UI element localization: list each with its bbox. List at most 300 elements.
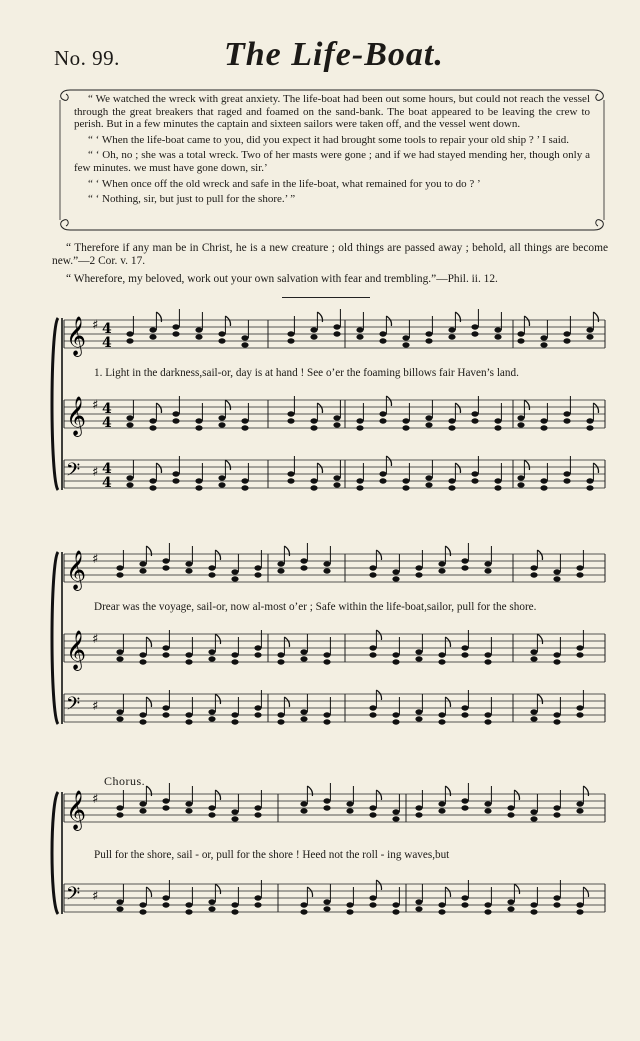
note-head bbox=[241, 418, 248, 423]
note-flag bbox=[386, 316, 391, 326]
bass-clef-icon: 𝄢 bbox=[66, 460, 81, 485]
note-head bbox=[402, 418, 409, 423]
note-head bbox=[185, 652, 192, 657]
note-head bbox=[586, 334, 593, 339]
note-head bbox=[116, 906, 123, 911]
note-head bbox=[369, 565, 376, 570]
note-head bbox=[415, 565, 422, 570]
treble-clef-icon: 𝄞 bbox=[66, 316, 87, 356]
note-head bbox=[254, 705, 261, 710]
brace-icon bbox=[52, 552, 58, 724]
note-head bbox=[461, 902, 468, 907]
note-flag bbox=[583, 786, 588, 796]
note-flag bbox=[593, 312, 598, 322]
note-head bbox=[517, 422, 524, 427]
note-head bbox=[369, 652, 376, 657]
note-flag bbox=[215, 790, 220, 800]
note-head bbox=[576, 705, 583, 710]
note-head bbox=[300, 902, 307, 907]
note-head bbox=[323, 906, 330, 911]
time-signature: 4 bbox=[102, 415, 112, 431]
note-head bbox=[438, 561, 445, 566]
note-head bbox=[323, 719, 330, 724]
note-head bbox=[254, 902, 261, 907]
note-head bbox=[576, 902, 583, 907]
note-flag bbox=[284, 637, 289, 647]
note-head bbox=[379, 471, 386, 476]
lyric-line: 1. Light in the darkness,sail-or, day is at hand ! See o’er the foaming billows fair Haven’s land. bbox=[94, 367, 519, 379]
note-head bbox=[402, 425, 409, 430]
note-head bbox=[369, 705, 376, 710]
note-head bbox=[438, 719, 445, 724]
note-head bbox=[323, 899, 330, 904]
story-paragraph: “ ‘ Oh, no ; she was a total wreck. Two of her masts were gone ; and if we had stayed mending her, though only a few minutes. we must have gone down, sir.’ bbox=[74, 149, 590, 174]
note-head bbox=[195, 334, 202, 339]
note-head bbox=[563, 331, 570, 336]
note-head bbox=[218, 422, 225, 427]
note-head bbox=[300, 558, 307, 563]
treble-clef-icon: 𝄞 bbox=[66, 630, 87, 670]
note-head bbox=[530, 902, 537, 907]
note-head bbox=[333, 422, 340, 427]
note-head bbox=[402, 478, 409, 483]
note-head bbox=[287, 338, 294, 343]
note-head bbox=[438, 902, 445, 907]
note-head bbox=[185, 909, 192, 914]
note-head bbox=[231, 576, 238, 581]
note-head bbox=[553, 712, 560, 717]
note-head bbox=[195, 425, 202, 430]
note-head bbox=[300, 565, 307, 570]
note-head bbox=[139, 652, 146, 657]
bass-clef-icon: 𝄢 bbox=[66, 694, 81, 719]
note-head bbox=[149, 334, 156, 339]
note-flag bbox=[376, 690, 381, 700]
note-head bbox=[461, 705, 468, 710]
note-flag bbox=[537, 634, 542, 644]
note-head bbox=[425, 475, 432, 480]
note-head bbox=[379, 418, 386, 423]
note-flag bbox=[307, 887, 312, 897]
note-head bbox=[126, 422, 133, 427]
key-signature-sharp: ♯ bbox=[92, 318, 99, 333]
note-flag bbox=[514, 884, 519, 894]
time-signature: 4 bbox=[102, 475, 112, 491]
note-head bbox=[310, 485, 317, 490]
note-head bbox=[415, 716, 422, 721]
note-head bbox=[254, 712, 261, 717]
note-head bbox=[507, 812, 514, 817]
note-head bbox=[415, 805, 422, 810]
note-head bbox=[231, 659, 238, 664]
note-head bbox=[162, 565, 169, 570]
music-staves bbox=[50, 310, 610, 510]
note-head bbox=[185, 712, 192, 717]
note-head bbox=[277, 719, 284, 724]
note-head bbox=[323, 568, 330, 573]
note-head bbox=[231, 712, 238, 717]
note-head bbox=[438, 909, 445, 914]
note-head bbox=[323, 712, 330, 717]
story-scroll bbox=[56, 84, 608, 236]
note-head bbox=[507, 906, 514, 911]
note-head bbox=[471, 418, 478, 423]
note-head bbox=[392, 902, 399, 907]
note-head bbox=[461, 565, 468, 570]
note-head bbox=[218, 482, 225, 487]
note-head bbox=[208, 572, 215, 577]
note-flag bbox=[524, 460, 529, 470]
note-flag bbox=[156, 463, 161, 473]
note-head bbox=[116, 805, 123, 810]
note-head bbox=[461, 645, 468, 650]
note-head bbox=[392, 909, 399, 914]
music-system-3 bbox=[50, 788, 610, 938]
note-head bbox=[586, 425, 593, 430]
note-head bbox=[218, 475, 225, 480]
note-head bbox=[392, 719, 399, 724]
note-head bbox=[369, 812, 376, 817]
note-head bbox=[563, 418, 570, 423]
note-head bbox=[586, 418, 593, 423]
note-flag bbox=[307, 786, 312, 796]
note-head bbox=[356, 334, 363, 339]
note-head bbox=[369, 572, 376, 577]
note-flag bbox=[593, 403, 598, 413]
music-system-1 bbox=[50, 310, 610, 510]
note-head bbox=[333, 415, 340, 420]
note-head bbox=[553, 895, 560, 900]
hymn-title: The Life-Boat. bbox=[224, 36, 444, 73]
note-head bbox=[563, 471, 570, 476]
note-head bbox=[438, 659, 445, 664]
note-head bbox=[162, 558, 169, 563]
note-head bbox=[185, 808, 192, 813]
note-head bbox=[586, 478, 593, 483]
time-signature: 4 bbox=[102, 461, 112, 477]
note-head bbox=[208, 812, 215, 817]
note-head bbox=[323, 652, 330, 657]
key-signature-sharp: ♯ bbox=[92, 792, 99, 807]
note-flag bbox=[386, 456, 391, 466]
note-flag bbox=[514, 790, 519, 800]
music-staves bbox=[50, 544, 610, 744]
note-head bbox=[379, 411, 386, 416]
note-head bbox=[356, 418, 363, 423]
note-head bbox=[346, 909, 353, 914]
note-head bbox=[162, 705, 169, 710]
note-flag bbox=[225, 400, 230, 410]
note-head bbox=[287, 471, 294, 476]
note-head bbox=[471, 411, 478, 416]
note-head bbox=[241, 335, 248, 340]
note-head bbox=[277, 561, 284, 566]
note-head bbox=[185, 801, 192, 806]
note-head bbox=[553, 719, 560, 724]
note-head bbox=[530, 709, 537, 714]
key-signature-sharp: ♯ bbox=[92, 632, 99, 647]
note-head bbox=[139, 568, 146, 573]
note-head bbox=[369, 902, 376, 907]
note-head bbox=[553, 812, 560, 817]
note-head bbox=[323, 805, 330, 810]
note-head bbox=[172, 324, 179, 329]
note-head bbox=[162, 712, 169, 717]
note-head bbox=[254, 565, 261, 570]
note-head bbox=[415, 649, 422, 654]
note-head bbox=[563, 338, 570, 343]
key-signature-sharp: ♯ bbox=[92, 552, 99, 567]
note-head bbox=[540, 478, 547, 483]
note-head bbox=[415, 709, 422, 714]
note-head bbox=[139, 659, 146, 664]
note-head bbox=[461, 558, 468, 563]
note-head bbox=[484, 902, 491, 907]
note-flag bbox=[284, 697, 289, 707]
note-head bbox=[392, 809, 399, 814]
note-head bbox=[172, 478, 179, 483]
note-head bbox=[471, 478, 478, 483]
note-head bbox=[231, 719, 238, 724]
note-flag bbox=[376, 790, 381, 800]
note-head bbox=[586, 327, 593, 332]
note-head bbox=[300, 808, 307, 813]
key-signature-sharp: ♯ bbox=[92, 889, 99, 904]
note-flag bbox=[225, 316, 230, 326]
note-head bbox=[195, 478, 202, 483]
note-head bbox=[241, 485, 248, 490]
note-head bbox=[484, 568, 491, 573]
note-flag bbox=[317, 463, 322, 473]
note-head bbox=[162, 798, 169, 803]
note-head bbox=[553, 902, 560, 907]
note-head bbox=[471, 331, 478, 336]
note-head bbox=[517, 475, 524, 480]
note-head bbox=[162, 805, 169, 810]
note-head bbox=[540, 335, 547, 340]
note-head bbox=[300, 716, 307, 721]
note-flag bbox=[146, 546, 151, 556]
note-flag bbox=[146, 637, 151, 647]
note-head bbox=[530, 716, 537, 721]
note-head bbox=[576, 652, 583, 657]
lyric-line: Drear was the voyage, sail-or, now al-most o’er ; Safe within the life-boat,sailor, pull for the shore. bbox=[94, 601, 537, 613]
note-head bbox=[310, 327, 317, 332]
note-flag bbox=[376, 630, 381, 640]
note-head bbox=[162, 902, 169, 907]
note-head bbox=[126, 338, 133, 343]
note-head bbox=[300, 709, 307, 714]
note-head bbox=[218, 415, 225, 420]
note-head bbox=[277, 568, 284, 573]
note-flag bbox=[225, 460, 230, 470]
note-head bbox=[346, 902, 353, 907]
note-head bbox=[185, 561, 192, 566]
note-head bbox=[149, 418, 156, 423]
note-flag bbox=[376, 550, 381, 560]
note-head bbox=[208, 649, 215, 654]
note-head bbox=[208, 716, 215, 721]
note-head bbox=[484, 712, 491, 717]
note-head bbox=[586, 485, 593, 490]
note-head bbox=[563, 411, 570, 416]
note-head bbox=[254, 652, 261, 657]
scripture-quote: “ Wherefore, my beloved, work out your own salvation with fear and trembling.”—Phil. ii. 12. bbox=[66, 273, 498, 285]
note-head bbox=[484, 659, 491, 664]
note-head bbox=[553, 805, 560, 810]
note-head bbox=[448, 327, 455, 332]
note-head bbox=[323, 659, 330, 664]
note-head bbox=[392, 569, 399, 574]
note-head bbox=[540, 485, 547, 490]
note-head bbox=[540, 342, 547, 347]
note-head bbox=[195, 418, 202, 423]
note-head bbox=[576, 712, 583, 717]
note-flag bbox=[317, 312, 322, 322]
note-head bbox=[277, 652, 284, 657]
note-head bbox=[484, 801, 491, 806]
scripture-quotes bbox=[52, 242, 608, 291]
note-head bbox=[218, 338, 225, 343]
note-head bbox=[287, 331, 294, 336]
key-signature-sharp: ♯ bbox=[92, 699, 99, 714]
note-head bbox=[254, 812, 261, 817]
note-flag bbox=[455, 463, 460, 473]
note-flag bbox=[455, 403, 460, 413]
note-head bbox=[300, 801, 307, 806]
note-head bbox=[254, 805, 261, 810]
note-flag bbox=[284, 546, 289, 556]
note-head bbox=[333, 475, 340, 480]
note-head bbox=[379, 331, 386, 336]
note-head bbox=[126, 482, 133, 487]
note-head bbox=[530, 656, 537, 661]
note-head bbox=[415, 899, 422, 904]
note-flag bbox=[445, 887, 450, 897]
note-head bbox=[277, 712, 284, 717]
note-head bbox=[300, 649, 307, 654]
note-head bbox=[162, 652, 169, 657]
note-head bbox=[172, 411, 179, 416]
note-head bbox=[553, 652, 560, 657]
note-head bbox=[530, 809, 537, 814]
note-head bbox=[310, 425, 317, 430]
note-head bbox=[448, 425, 455, 430]
note-head bbox=[484, 719, 491, 724]
note-head bbox=[484, 808, 491, 813]
note-head bbox=[241, 342, 248, 347]
note-head bbox=[402, 335, 409, 340]
note-head bbox=[402, 342, 409, 347]
note-head bbox=[369, 712, 376, 717]
note-head bbox=[356, 327, 363, 332]
note-head bbox=[149, 425, 156, 430]
hymn-header bbox=[54, 38, 614, 78]
note-head bbox=[139, 719, 146, 724]
note-head bbox=[438, 568, 445, 573]
time-signature: 4 bbox=[102, 321, 112, 337]
note-head bbox=[231, 902, 238, 907]
note-head bbox=[553, 576, 560, 581]
note-head bbox=[346, 808, 353, 813]
hymn-number: No. 99. bbox=[54, 46, 120, 70]
note-head bbox=[333, 331, 340, 336]
note-head bbox=[540, 418, 547, 423]
note-head bbox=[369, 645, 376, 650]
note-head bbox=[494, 485, 501, 490]
note-head bbox=[484, 652, 491, 657]
note-head bbox=[425, 482, 432, 487]
note-flag bbox=[455, 312, 460, 322]
note-head bbox=[415, 906, 422, 911]
note-flag bbox=[146, 786, 151, 796]
note-head bbox=[494, 478, 501, 483]
note-head bbox=[218, 331, 225, 336]
brace-icon bbox=[52, 792, 58, 914]
note-head bbox=[195, 327, 202, 332]
time-signature: 4 bbox=[102, 401, 112, 417]
note-head bbox=[116, 812, 123, 817]
note-flag bbox=[156, 403, 161, 413]
note-head bbox=[231, 909, 238, 914]
story-paragraph: “ We watched the wreck with great anxiety. The life-boat had been out some hours, but could not reach the vessel through the great breakers that raged and foamed on the sand-bank. The boat appeared to be leaving the crew to perish. But in a few minutes the captain and sixteen sailors were taken off, and the vessel went down. bbox=[74, 93, 590, 131]
note-head bbox=[484, 909, 491, 914]
note-head bbox=[185, 719, 192, 724]
note-head bbox=[139, 909, 146, 914]
note-head bbox=[576, 572, 583, 577]
note-head bbox=[162, 645, 169, 650]
note-head bbox=[231, 816, 238, 821]
note-flag bbox=[593, 463, 598, 473]
note-flag bbox=[156, 312, 161, 322]
note-head bbox=[139, 712, 146, 717]
note-head bbox=[149, 327, 156, 332]
note-head bbox=[208, 805, 215, 810]
note-flag bbox=[146, 697, 151, 707]
story-paragraph: “ ‘ When once off the old wreck and safe in the life-boat, what remained for you to do ? ’ bbox=[88, 177, 481, 190]
note-head bbox=[126, 331, 133, 336]
note-flag bbox=[524, 400, 529, 410]
note-head bbox=[576, 565, 583, 570]
note-head bbox=[241, 425, 248, 430]
note-head bbox=[208, 906, 215, 911]
note-head bbox=[471, 324, 478, 329]
note-flag bbox=[583, 887, 588, 897]
note-head bbox=[126, 415, 133, 420]
note-head bbox=[494, 327, 501, 332]
note-head bbox=[185, 902, 192, 907]
note-head bbox=[149, 478, 156, 483]
note-head bbox=[438, 808, 445, 813]
note-head bbox=[461, 712, 468, 717]
note-head bbox=[310, 334, 317, 339]
note-flag bbox=[524, 316, 529, 326]
note-head bbox=[507, 899, 514, 904]
note-head bbox=[530, 909, 537, 914]
note-head bbox=[116, 899, 123, 904]
note-head bbox=[392, 712, 399, 717]
note-head bbox=[425, 422, 432, 427]
note-head bbox=[369, 805, 376, 810]
note-head bbox=[116, 649, 123, 654]
note-head bbox=[356, 485, 363, 490]
note-head bbox=[576, 801, 583, 806]
note-head bbox=[379, 338, 386, 343]
brace-icon bbox=[52, 318, 58, 490]
note-head bbox=[356, 425, 363, 430]
note-flag bbox=[445, 697, 450, 707]
note-head bbox=[277, 659, 284, 664]
